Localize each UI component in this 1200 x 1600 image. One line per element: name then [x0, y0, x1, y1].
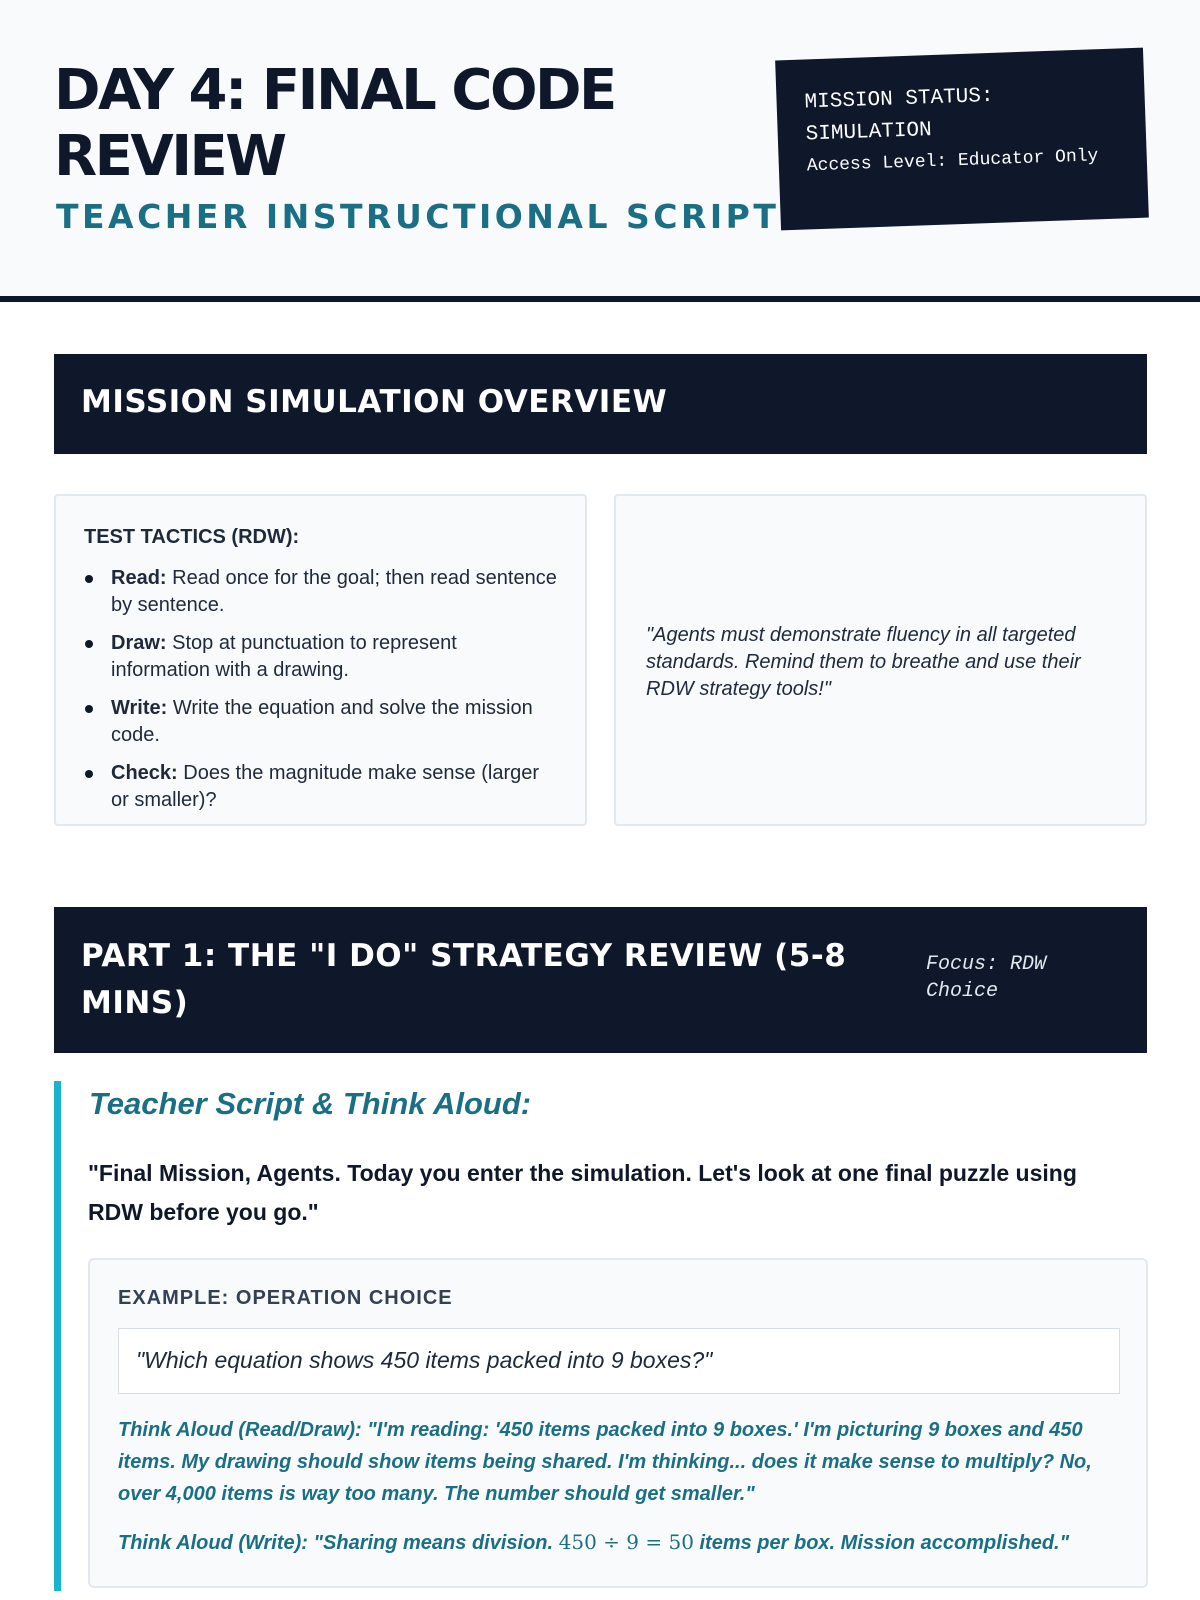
tactic-term: Read: [111, 567, 167, 589]
overview-quote-card [614, 494, 1147, 826]
example-box [88, 1258, 1148, 1588]
tactic-text: Does the magnitude make sense (larger or smaller)? [111, 762, 540, 811]
teacher-script-block [54, 1081, 1147, 1591]
part1-section-title: PART 1: THE "I DO" STRATEGY REVIEW (5-8 MINS) [81, 938, 847, 1021]
teacher-script-heading: Teacher Script & Think Aloud: [89, 1086, 532, 1121]
think-aloud-write-outro: items per box. Mission accomplished." [699, 1532, 1070, 1554]
mission-status-card [775, 48, 1149, 231]
test-tactics-list [84, 565, 557, 814]
tactic-item-check [84, 760, 557, 814]
overview-section-header [54, 354, 1147, 454]
part1-focus-tag: Focus: RDW Choice [926, 953, 1047, 1003]
mission-status-text: MISSION STATUS: SIMULATION [804, 84, 994, 147]
example-problem-box [118, 1328, 1120, 1394]
think-aloud-write [118, 1526, 1128, 1559]
think-aloud-write-intro: Think Aloud (Write): "Sharing means division. [118, 1532, 554, 1554]
tactic-term: Write: [111, 697, 168, 719]
division-equation: 450 ÷ 9 = 50 [558, 1530, 694, 1554]
think-aloud-read-draw: Think Aloud (Read/Draw): "I'm reading: '450 items packed into 9 boxes.' I'm picturing 9 boxes and 450 items. My drawing should show items being shared. I'm thinking... does it make sense to multiply? No, over 4,000 items is way too many. The number should get smaller." [118, 1419, 1092, 1505]
example-problem-text: "Which equation shows 450 items packed into 9 boxes?" [136, 1347, 713, 1373]
tactic-text: Stop at punctuation to represent information with a drawing. [111, 632, 457, 681]
tactic-term: Draw: [111, 632, 167, 654]
overview-quote: "Agents must demonstrate fluency in all targeted standards. Remind them to breathe and use their RDW strategy tools!" [646, 624, 1081, 700]
tactic-term: Check: [111, 762, 178, 784]
teacher-script-intro: "Final Mission, Agents. Today you enter the simulation. Let's look at one final puzzle using RDW before you go." [88, 1160, 1077, 1225]
page-header [0, 0, 1200, 302]
tactic-item-read [84, 565, 557, 619]
page-title: DAY 4: FINAL CODE REVIEW [54, 58, 615, 189]
tactic-text: Read once for the goal; then read sentence by sentence. [111, 567, 557, 616]
test-tactics-card [54, 494, 587, 826]
tactic-text: Write the equation and solve the mission code. [111, 697, 533, 746]
tactic-item-draw [84, 630, 557, 684]
tactic-item-write [84, 695, 557, 749]
part1-section-header [54, 907, 1147, 1053]
page-subtitle: TEACHER INSTRUCTIONAL SCRIPT [56, 197, 780, 236]
test-tactics-heading: TEST TACTICS (RDW): [84, 526, 300, 548]
example-label: EXAMPLE: OPERATION CHOICE [118, 1287, 453, 1309]
access-level-text: Access Level: Educator Only [806, 146, 1099, 177]
overview-section-title: MISSION SIMULATION OVERVIEW [81, 384, 668, 420]
